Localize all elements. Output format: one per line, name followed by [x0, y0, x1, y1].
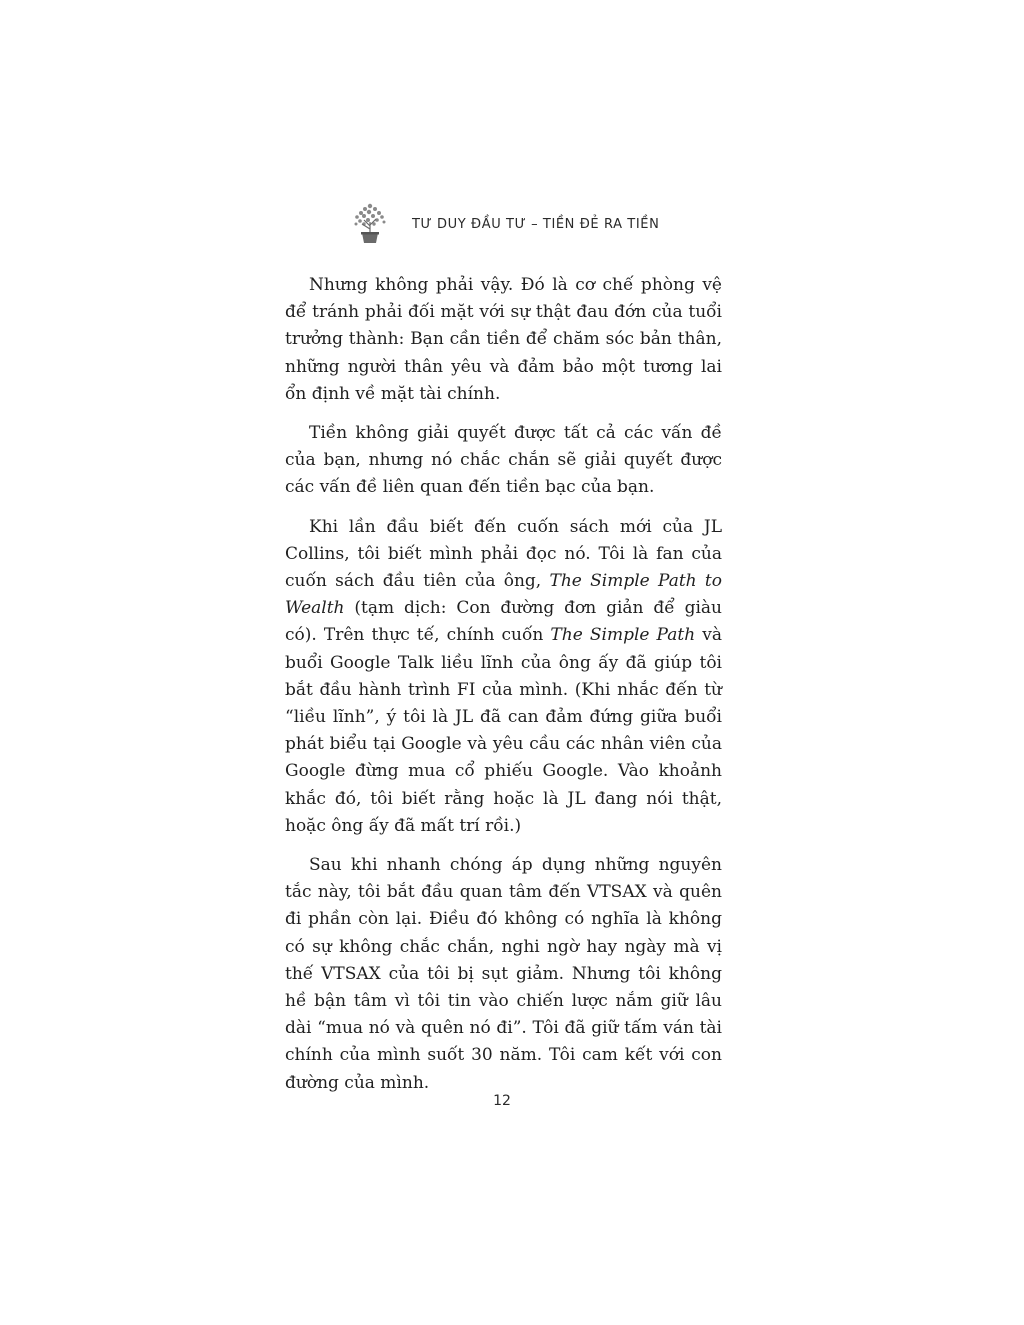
running-header-title: TƯ DUY ĐẦU TƯ – TIỀN ĐẺ RA TIỀN [412, 216, 660, 232]
paragraph: Sau khi nhanh chóng áp dụng những nguyên tắc này, tôi bắt đầu quan tâm đến VTSAX và quên đi phần còn lại. Điều đó không có nghĩa là không có sự không chắc chắn, nghi ngờ hay ngày mà vị thế VTSAX của tôi bị sụt giảm. Nhưng tôi không hề bận tâm vì tôi tin vào chiến lược nắm giữ lâu dài “mua nó và quên nó đi”. Tôi đã giữ tấm ván tài chính của mình suốt 30 năm. Tôi cam kết với con đường của mình. [285, 855, 722, 1093]
body-text [285, 272, 722, 1109]
bonsai-tree-icon [350, 200, 390, 248]
book-title: The Simple Path [550, 625, 696, 646]
paragraph-text: Khi lần đầu biết đến cuốn sách mới của JL Collins, tôi biết mình phải đọc nó. Tôi là fan của cuốn sách đầu tiên của ông, [285, 516, 722, 592]
page-number: 12 [493, 1093, 511, 1109]
paragraph [285, 514, 722, 840]
book-title: The Simple Path to Wealth [285, 571, 722, 619]
paragraph: Tiền không giải quyết được tất cả các vấn đề của bạn, nhưng nó chắc chắn sẽ giải quyết được các vấn đề liên quan đến tiền bạc của bạn. [285, 423, 722, 498]
running-header [350, 200, 670, 248]
paragraph: Nhưng không phải vậy. Đó là cơ chế phòng vệ để tránh phải đối mặt với sự thật đau đớn của tuổi trưởng thành: Bạn cần tiền để chăm sóc bản thân, những người thân yêu và đảm bảo một tương lai ổn định về mặt tài chính. [285, 275, 722, 404]
paragraph-text: (tạm dịch: Con đường đơn giản để giàu có). Trên thực tế, chính cuốn [285, 598, 722, 646]
paragraph-text: và buổi Google Talk liều lĩnh của ông ấy đã giúp tôi bắt đầu hành trình FI của mình. (Khi nhắc đến từ “liều lĩnh”, ý tôi là JL đã can đảm đứng giữa buổi phát biểu tại Google và yêu cầu các nhân viên của Google đừng mua cổ phiếu Google. Vào khoảnh khắc đó, tôi biết rằng hoặc là JL đang nói thật, hoặc ông ấy đã mất trí rồi.) [285, 625, 722, 836]
